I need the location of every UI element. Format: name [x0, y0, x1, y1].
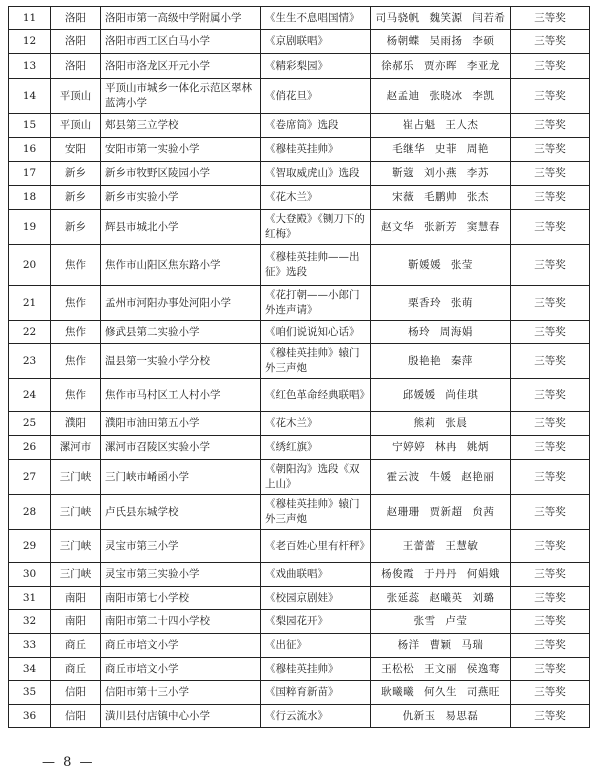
table-cell-number: 19 [9, 210, 51, 245]
table-cell-number: 26 [9, 436, 51, 460]
table-cell-school: 平顶山市城乡一体化示范区翠林蓝湾小学 [101, 79, 261, 114]
table-row [9, 460, 590, 495]
table-cell-teachers: 王蕾蕾 王慧敏 [371, 530, 511, 563]
award-table [8, 6, 590, 728]
table-cell-award: 三等奖 [511, 681, 590, 705]
table-cell-city: 洛阳 [51, 30, 101, 54]
table-cell-city: 信阳 [51, 705, 101, 728]
table-cell-program: 《大登殿》《铡刀下的红梅》 [261, 210, 371, 245]
table-cell-city: 焦作 [51, 245, 101, 286]
table-cell-program: 《国粹育新苗》 [261, 681, 371, 705]
table-cell-teachers: 徐郝乐 贾亦晖 李亚龙 [371, 54, 511, 79]
page-number: — 8 — [42, 755, 95, 770]
table-cell-award: 三等奖 [511, 379, 590, 412]
table-cell-award: 三等奖 [511, 245, 590, 286]
table-cell-school: 焦作市马村区工人村小学 [101, 379, 261, 412]
table-cell-teachers: 邱媛媛 尚佳琪 [371, 379, 511, 412]
table-cell-teachers: 杨朝蝶 吴雨扬 李硕 [371, 30, 511, 54]
table-cell-number: 23 [9, 344, 51, 379]
table-row [9, 186, 590, 210]
table-cell-program: 《校园京剧娃》 [261, 587, 371, 610]
table-cell-program: 《京剧联唱》 [261, 30, 371, 54]
table-cell-city: 三门峡 [51, 563, 101, 587]
table-row [9, 634, 590, 658]
table-row [9, 705, 590, 728]
table-row [9, 412, 590, 436]
table-cell-school: 修武县第二实验小学 [101, 321, 261, 344]
table-cell-teachers: 张延蕊 赵曦英 刘璐 [371, 587, 511, 610]
table-cell-city: 焦作 [51, 321, 101, 344]
table-cell-teachers: 崔占魁 王人杰 [371, 114, 511, 138]
table-cell-city: 平顶山 [51, 114, 101, 138]
table-cell-teachers: 司马骁帆 魏笑源 闫若希 [371, 7, 511, 30]
table-cell-number: 21 [9, 286, 51, 321]
table-cell-award: 三等奖 [511, 54, 590, 79]
table-cell-teachers: 赵文华 张新芳 窦慧春 [371, 210, 511, 245]
table-cell-teachers: 张雪 卢莹 [371, 610, 511, 634]
table-cell-teachers: 仇新玉 易思磊 [371, 705, 511, 728]
table-cell-number: 16 [9, 138, 51, 162]
table-cell-program: 《花打朝——小郎门外连声请》 [261, 286, 371, 321]
table-row [9, 245, 590, 286]
table-cell-teachers: 殷艳艳 秦萍 [371, 344, 511, 379]
table-row [9, 321, 590, 344]
table-cell-teachers: 熊莉 张晨 [371, 412, 511, 436]
table-cell-number: 34 [9, 658, 51, 681]
table-cell-award: 三等奖 [511, 658, 590, 681]
table-cell-city: 信阳 [51, 681, 101, 705]
table-cell-award: 三等奖 [511, 7, 590, 30]
table-row [9, 54, 590, 79]
table-cell-school: 卢氏县东城学校 [101, 495, 261, 530]
table-cell-award: 三等奖 [511, 705, 590, 728]
table-cell-teachers: 杨玲 周海娟 [371, 321, 511, 344]
table-cell-award: 三等奖 [511, 138, 590, 162]
table-cell-award: 三等奖 [511, 530, 590, 563]
table-row [9, 610, 590, 634]
table-row [9, 495, 590, 530]
table-cell-city: 新乡 [51, 210, 101, 245]
table-cell-award: 三等奖 [511, 344, 590, 379]
table-cell-school: 南阳市第七小学校 [101, 587, 261, 610]
table-cell-teachers: 王松松 王文丽 侯逸骞 [371, 658, 511, 681]
table-cell-award: 三等奖 [511, 186, 590, 210]
table-cell-program: 《花木兰》 [261, 412, 371, 436]
table-row [9, 530, 590, 563]
table-cell-number: 28 [9, 495, 51, 530]
table-row [9, 286, 590, 321]
table-cell-program: 《咱们说说知心话》 [261, 321, 371, 344]
table-cell-teachers: 耿曦曦 何久生 司燕旺 [371, 681, 511, 705]
table-cell-award: 三等奖 [511, 634, 590, 658]
table-cell-city: 平顶山 [51, 79, 101, 114]
table-cell-city: 焦作 [51, 286, 101, 321]
table-cell-city: 三门峡 [51, 530, 101, 563]
table-cell-award: 三等奖 [511, 79, 590, 114]
table-cell-school: 孟州市河阳办事处河阳小学 [101, 286, 261, 321]
table-cell-award: 三等奖 [511, 286, 590, 321]
table-cell-city: 商丘 [51, 634, 101, 658]
table-cell-number: 12 [9, 30, 51, 54]
table-cell-school: 灵宝市第三小学 [101, 530, 261, 563]
table-cell-school: 南阳市第二十四小学校 [101, 610, 261, 634]
table-cell-award: 三等奖 [511, 587, 590, 610]
table-cell-program: 《精彩梨园》 [261, 54, 371, 79]
table-cell-program: 《红色革命经典联唱》 [261, 379, 371, 412]
table-cell-teachers: 赵孟迪 张晓冰 李凯 [371, 79, 511, 114]
table-cell-program: 《生生不息唱国情》 [261, 7, 371, 30]
table-cell-award: 三等奖 [511, 162, 590, 186]
table-cell-number: 24 [9, 379, 51, 412]
table-cell-program: 《穆桂英挂帅》辕门外三声炮 [261, 495, 371, 530]
table-cell-program: 《朝阳沟》选段《双上山》 [261, 460, 371, 495]
table-cell-number: 18 [9, 186, 51, 210]
table-cell-school: 新乡市牧野区陵园小学 [101, 162, 261, 186]
table-row [9, 138, 590, 162]
table-cell-number: 17 [9, 162, 51, 186]
table-cell-school: 洛阳市洛龙区开元小学 [101, 54, 261, 79]
table-row [9, 7, 590, 30]
table-cell-school: 商丘市培文小学 [101, 634, 261, 658]
table-cell-program: 《绣红旗》 [261, 436, 371, 460]
table-cell-program: 《穆桂英挂帅》 [261, 138, 371, 162]
table-cell-city: 三门峡 [51, 460, 101, 495]
table-cell-program: 《行云流水》 [261, 705, 371, 728]
table-cell-award: 三等奖 [511, 114, 590, 138]
table-cell-number: 35 [9, 681, 51, 705]
table-cell-award: 三等奖 [511, 321, 590, 344]
table-cell-number: 14 [9, 79, 51, 114]
table-cell-program: 《老百姓心里有杆秤》 [261, 530, 371, 563]
table-cell-school: 潢川县付店镇中心小学 [101, 705, 261, 728]
table-cell-program: 《穆桂英挂帅》 [261, 658, 371, 681]
table-cell-award: 三等奖 [511, 610, 590, 634]
table-cell-school: 灵宝市第三实验小学 [101, 563, 261, 587]
table-cell-city: 濮阳 [51, 412, 101, 436]
table-cell-city: 洛阳 [51, 7, 101, 30]
table-cell-city: 商丘 [51, 658, 101, 681]
table-row [9, 436, 590, 460]
table-cell-school: 新乡市实验小学 [101, 186, 261, 210]
table-cell-teachers: 靳媛媛 张莹 [371, 245, 511, 286]
table-cell-program: 《卷席筒》选段 [261, 114, 371, 138]
table-cell-number: 29 [9, 530, 51, 563]
table-cell-number: 25 [9, 412, 51, 436]
table-cell-city: 焦作 [51, 344, 101, 379]
table-cell-city: 安阳 [51, 138, 101, 162]
table-cell-award: 三等奖 [511, 460, 590, 495]
table-row [9, 681, 590, 705]
table-cell-school: 洛阳市第一高级中学附属小学 [101, 7, 261, 30]
table-cell-number: 22 [9, 321, 51, 344]
table-cell-number: 32 [9, 610, 51, 634]
table-cell-school: 信阳市第十三小学 [101, 681, 261, 705]
table-cell-award: 三等奖 [511, 30, 590, 54]
table-cell-number: 31 [9, 587, 51, 610]
table-row [9, 658, 590, 681]
table-cell-teachers: 毛继华 史菲 周艳 [371, 138, 511, 162]
table-cell-city: 新乡 [51, 162, 101, 186]
table-cell-program: 《出征》 [261, 634, 371, 658]
table-cell-school: 安阳市第一实验小学 [101, 138, 261, 162]
table-cell-teachers: 霍云波 牛媛 赵艳丽 [371, 460, 511, 495]
table-cell-program: 《穆桂英挂帅》辕门外三声炮 [261, 344, 371, 379]
table-cell-number: 11 [9, 7, 51, 30]
table-cell-teachers: 杨俊霞 于丹丹 何娟娥 [371, 563, 511, 587]
table-row [9, 162, 590, 186]
table-cell-city: 南阳 [51, 587, 101, 610]
table-cell-number: 30 [9, 563, 51, 587]
table-row [9, 379, 590, 412]
table-row [9, 79, 590, 114]
table-cell-award: 三等奖 [511, 412, 590, 436]
table-cell-city: 三门峡 [51, 495, 101, 530]
table-row [9, 563, 590, 587]
table-row [9, 30, 590, 54]
table-cell-teachers: 杨洋 曹颖 马瑞 [371, 634, 511, 658]
table-cell-number: 15 [9, 114, 51, 138]
table-cell-city: 南阳 [51, 610, 101, 634]
table-cell-teachers: 宋薇 毛鹏帅 张杰 [371, 186, 511, 210]
table-cell-school: 濮阳市油田第五小学 [101, 412, 261, 436]
table-cell-program: 《戏曲联唱》 [261, 563, 371, 587]
table-cell-school: 辉县市城北小学 [101, 210, 261, 245]
table-row [9, 210, 590, 245]
table-cell-award: 三等奖 [511, 210, 590, 245]
table-cell-award: 三等奖 [511, 436, 590, 460]
table-cell-number: 33 [9, 634, 51, 658]
table-cell-city: 新乡 [51, 186, 101, 210]
table-cell-award: 三等奖 [511, 563, 590, 587]
table-row [9, 114, 590, 138]
table-cell-school: 商丘市培文小学 [101, 658, 261, 681]
table-cell-program: 《梨园花开》 [261, 610, 371, 634]
table-cell-school: 温县第一实验小学分校 [101, 344, 261, 379]
table-cell-number: 13 [9, 54, 51, 79]
table-cell-school: 郏县第三立学校 [101, 114, 261, 138]
table-cell-program: 《智取威虎山》选段 [261, 162, 371, 186]
table-cell-school: 洛阳市西工区白马小学 [101, 30, 261, 54]
table-cell-city: 漯河市 [51, 436, 101, 460]
table-cell-number: 27 [9, 460, 51, 495]
table-cell-number: 20 [9, 245, 51, 286]
table-cell-award: 三等奖 [511, 495, 590, 530]
table-row [9, 587, 590, 610]
table-cell-teachers: 栗香玲 张萌 [371, 286, 511, 321]
table-cell-school: 焦作市山阳区焦东路小学 [101, 245, 261, 286]
table-cell-program: 《穆桂英挂帅——出征》选段 [261, 245, 371, 286]
table-cell-program: 《花木兰》 [261, 186, 371, 210]
table-cell-teachers: 靳蔻 刘小燕 李苏 [371, 162, 511, 186]
table-cell-program: 《俏花旦》 [261, 79, 371, 114]
award-table-body [9, 7, 590, 728]
table-cell-school: 漯河市召陵区实验小学 [101, 436, 261, 460]
table-cell-teachers: 宁婷婷 林冉 姚炳 [371, 436, 511, 460]
table-cell-teachers: 赵珊珊 贾新超 贠茜 [371, 495, 511, 530]
table-cell-number: 36 [9, 705, 51, 728]
table-cell-city: 焦作 [51, 379, 101, 412]
table-row [9, 344, 590, 379]
table-cell-city: 洛阳 [51, 54, 101, 79]
table-cell-school: 三门峡市崤函小学 [101, 460, 261, 495]
